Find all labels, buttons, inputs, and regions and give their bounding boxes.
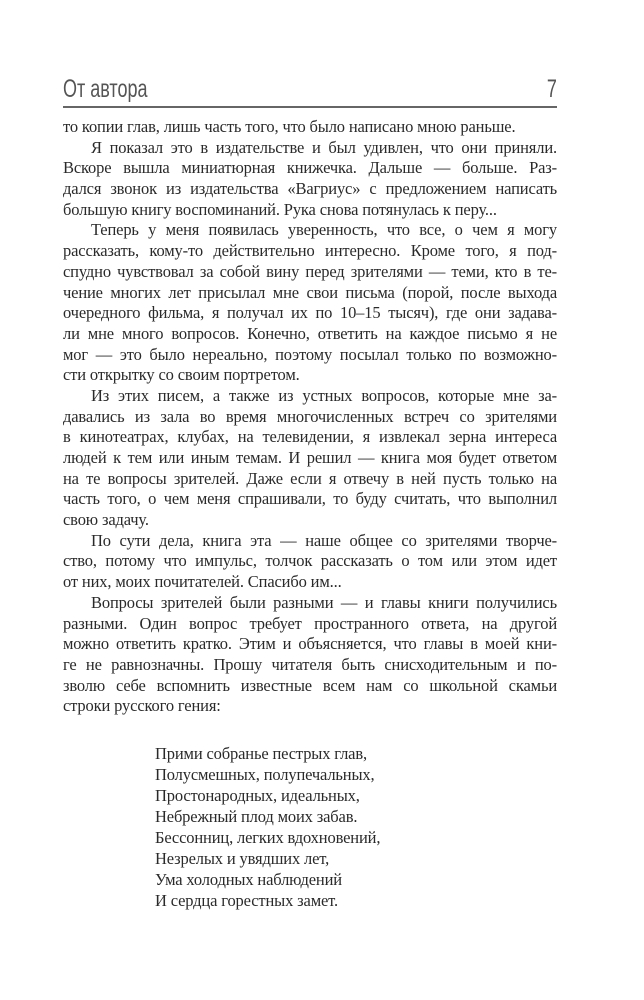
chapter-title: От автора [63, 75, 148, 103]
text-line: свою задачу. [63, 510, 149, 530]
text-line: Из этих писем, а также из устных вопросов, которые мне за- [91, 385, 557, 405]
text-line: строки русского гения: [63, 696, 221, 716]
poem-line: Простонародных, идеальных, [155, 786, 360, 805]
text-line: Вопросы зрителей были разными — и главы книги получились [91, 592, 557, 612]
text-line: сти открытку со своим портретом. [63, 365, 300, 385]
text-line: ге не равнозначны. Прошу читателя быть снисходительным и по- [63, 654, 557, 674]
poem-line: Ума холодных наблюдений [155, 870, 342, 889]
text-line: Я показал это в издательстве и был удивлен, что они приняли. [91, 137, 557, 157]
text-line: Вскоре вышла миниатюрная книжечка. Дальше — больше. Раз- [63, 158, 557, 178]
running-header [63, 74, 557, 108]
poem-line: Незрелых и увядших лет, [155, 849, 330, 868]
poem-line: Небрежный плод моих забав. [155, 807, 358, 826]
paragraph [63, 531, 557, 593]
body-text [63, 117, 557, 717]
text-line: от них, моих почитателей. Спасибо им... [63, 572, 342, 592]
text-line: часть того, о чем меня спрашивали, то буду считать, что выполнил [63, 489, 557, 509]
poem-line: Полусмешных, полупечальных, [155, 765, 375, 784]
text-line: разными. Один вопрос требует пространного ответа, на другой [63, 613, 557, 633]
page-number: 7 [546, 75, 557, 103]
text-line: в кинотеатрах, клубах, на телевидении, я извлекал зерна интереса [63, 427, 557, 447]
text-line: дался звонок из издательства «Вагриус» с предложением написать [63, 179, 557, 199]
text-line: спудно чувствовал за собой вину перед зрителями — теми, кто в те- [63, 261, 557, 281]
poem-line: И сердца горестных замет. [155, 891, 338, 910]
paragraph [63, 220, 557, 386]
text-line: большую книгу воспоминаний. Рука снова потянулась к перу... [63, 199, 497, 219]
text-line: ли мне много вопросов. Конечно, ответить на каждое письмо я не [63, 323, 557, 343]
text-line: очередного фильма, я получал их по 10–15 тысяч), где они задава- [63, 303, 557, 323]
text-line: ство, потому что импульс, толчок рассказать о том или этом идет [63, 551, 557, 571]
text-line: давались из зала во время многочисленных встреч со зрителями [63, 406, 557, 426]
paragraph [63, 117, 557, 138]
text-line: мог — это было нереально, поэтому посылал только по возможно- [63, 344, 557, 364]
text-line: на те вопросы зрителей. Даже если я отвечу в ней пусть только на [63, 468, 557, 488]
text-line: зволю себе вспомнить известные всем нам со школьной скамьи [63, 675, 557, 695]
paragraph [63, 386, 557, 531]
text-line: чение многих лет присылал мне свои письма (порой, после выхода [63, 282, 557, 302]
text-line: то копии глав, лишь часть того, что было написано мною раньше. [63, 117, 516, 136]
text-line: можно ответить кратко. Этим и объясняется, что главы в моей кни- [63, 634, 557, 654]
poem-line: Бессонниц, легких вдохновений, [155, 828, 381, 847]
text-line: По сути дела, книга эта — наше общее со зрителями творче- [91, 530, 557, 550]
text-line: Теперь у меня появилась уверенность, что все, о чем я могу [91, 220, 557, 240]
text-line: рассказать, кому-то действительно интересно. Кроме того, я под- [63, 241, 557, 261]
text-line: людей к тем или иным темам. И решил — книга моя будет ответом [63, 448, 557, 467]
poem-line: Прими собранье пестрых глав, [155, 744, 367, 763]
paragraph [63, 593, 557, 717]
paragraph [63, 138, 557, 221]
poem-quote [155, 743, 380, 911]
